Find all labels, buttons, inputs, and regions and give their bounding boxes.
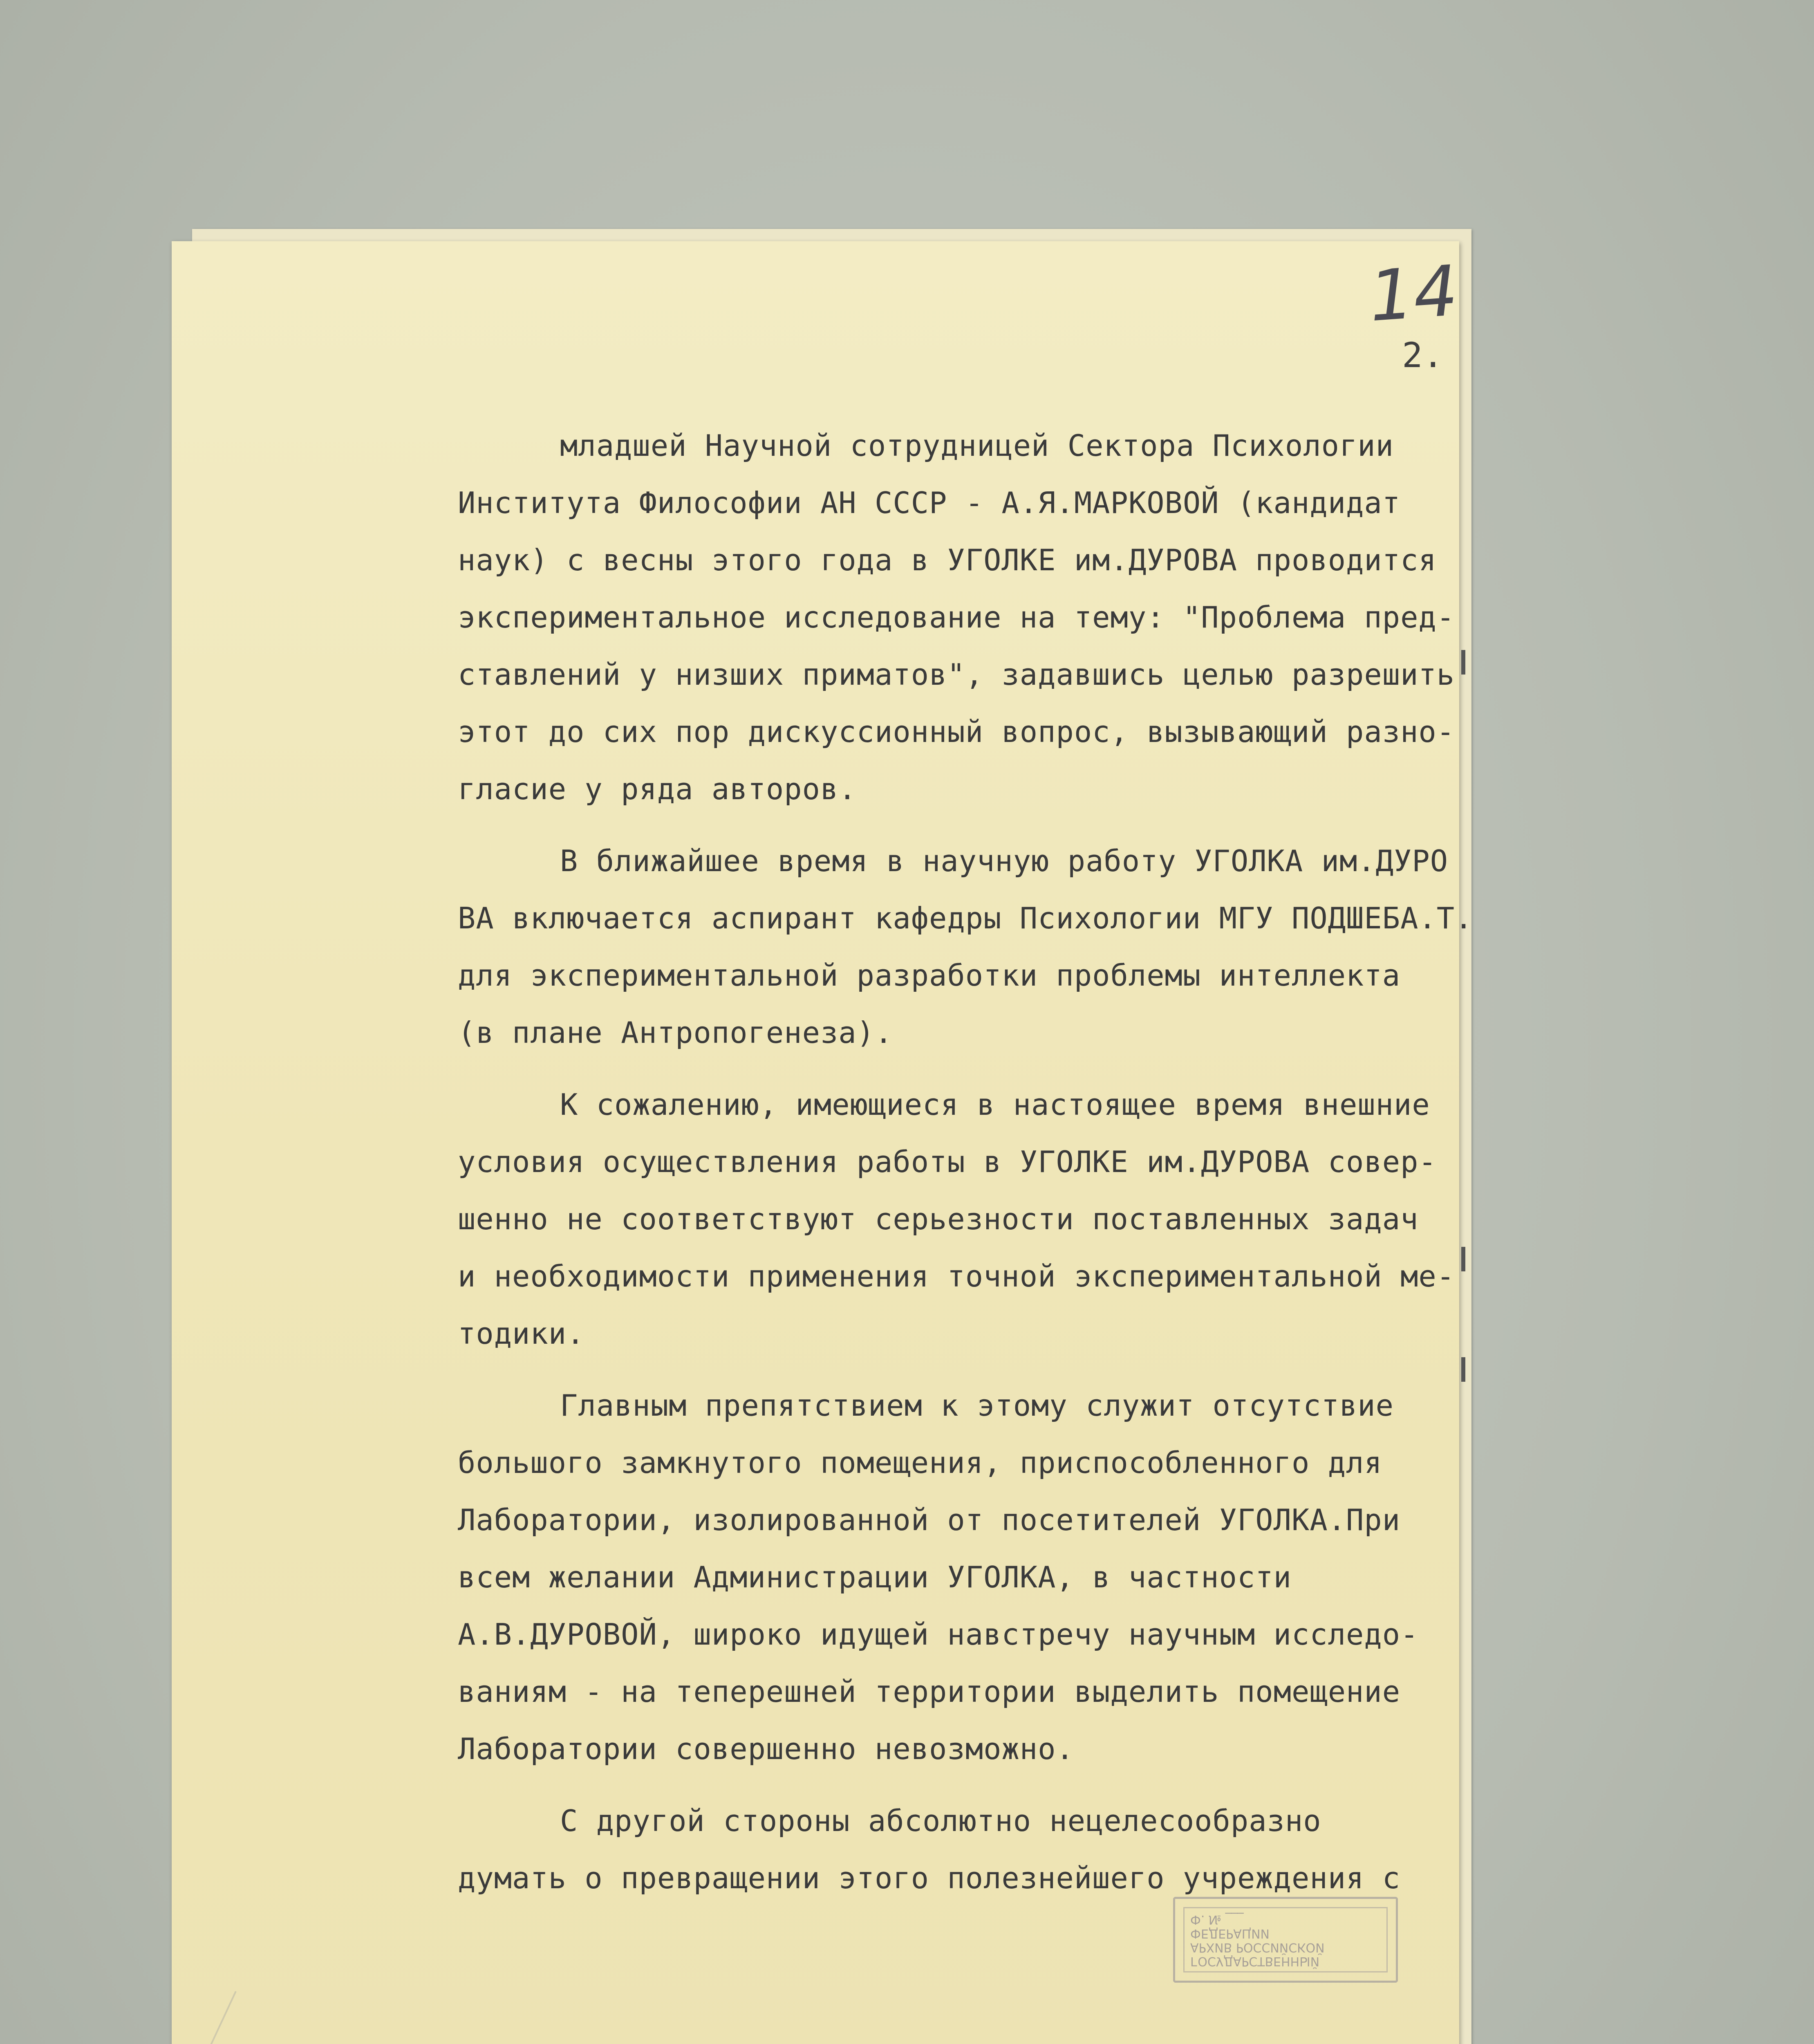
text-line: Главным препятствием к этому служит отсутствие	[560, 1388, 1394, 1423]
paragraph	[458, 1076, 1635, 1362]
text-line: наук) с весны этого года в УГОЛКЕ им.ДУРОВА проводится	[458, 543, 1437, 577]
stamp-line: АРХИВ РОССИЙСКОЙ ФЕДЕРАЦИИ	[1190, 1926, 1325, 1954]
edge-mark	[1461, 1247, 1465, 1271]
text-line: и необходимости применения точной экспериментальной ме-	[458, 1259, 1455, 1293]
text-line: шенно не соответствуют серьезности поставленных задач	[458, 1202, 1419, 1236]
typewritten-text	[458, 417, 1635, 1921]
text-line: тодики.	[458, 1316, 585, 1351]
paragraph	[458, 832, 1635, 1061]
text-line: Лаборатории, изолированной от посетителей УГОЛКА.При	[458, 1503, 1401, 1537]
archive-stamp-text	[1183, 1907, 1388, 1972]
text-line: этот до сих пор дискуссионный вопрос, вызывающий разно-	[458, 715, 1455, 749]
document-page	[172, 241, 1473, 2044]
folio-number: 14	[1366, 250, 1460, 338]
text-line: (в плане Антропогенеза).	[458, 1015, 893, 1050]
text-line: экспериментальное исследование на тему: "Проблема пред-	[458, 600, 1455, 634]
text-line: ваниям - на теперешней территории выделить помещение	[458, 1674, 1401, 1709]
text-line: В ближайшее время в научную работу УГОЛКА им.ДУРО	[560, 844, 1449, 878]
text-line: А.В.ДУРОВОЙ, широко идущей навстречу научным исследо-	[458, 1617, 1419, 1652]
edge-mark	[1461, 650, 1465, 675]
text-line: условия осуществления работы в УГОЛКЕ им.ДУРОВА совер-	[458, 1145, 1437, 1179]
stamp-line: ГОСУДАРСТВЕННЫЙ	[1190, 1954, 1320, 1968]
text-line: гласие у ряда авторов.	[458, 772, 857, 806]
text-line: Института Философии АН СССР - А.Я.МАРКОВОЙ (кандидат	[458, 486, 1401, 520]
text-line: младшей Научной сотрудницей Сектора Психологии	[560, 428, 1394, 463]
stamp-line: Ф. № ___	[1190, 1912, 1244, 1927]
text-line: ставлений у низших приматов", задавшись целью разрешить	[458, 657, 1455, 692]
text-line: большого замкнутого помещения, приспособленного для	[458, 1446, 1382, 1480]
text-line: думать о превращении этого полезнейшего учреждения с	[458, 1861, 1401, 1895]
text-line: С другой стороны абсолютно нецелесообразно	[560, 1804, 1321, 1838]
paragraph	[458, 1377, 1635, 1777]
text-line: К сожалению, имеющиеся в настоящее время внешние	[560, 1087, 1430, 1122]
archive-stamp	[1173, 1897, 1398, 1983]
edge-mark	[1461, 1357, 1465, 1382]
text-line: всем желании Администрации УГОЛКА, в частности	[458, 1560, 1292, 1594]
text-line: ВА включается аспирант кафедры Психологии МГУ ПОДШЕБА.Т.	[458, 901, 1473, 935]
page-number: 2.	[1402, 335, 1444, 375]
corner-fold	[203, 1991, 284, 2044]
text-line: Лаборатории совершенно невозможно.	[458, 1732, 1074, 1766]
text-line: для экспериментальной разработки проблемы интеллекта	[458, 958, 1401, 993]
paragraph	[458, 1792, 1635, 1907]
paragraph	[458, 417, 1635, 818]
